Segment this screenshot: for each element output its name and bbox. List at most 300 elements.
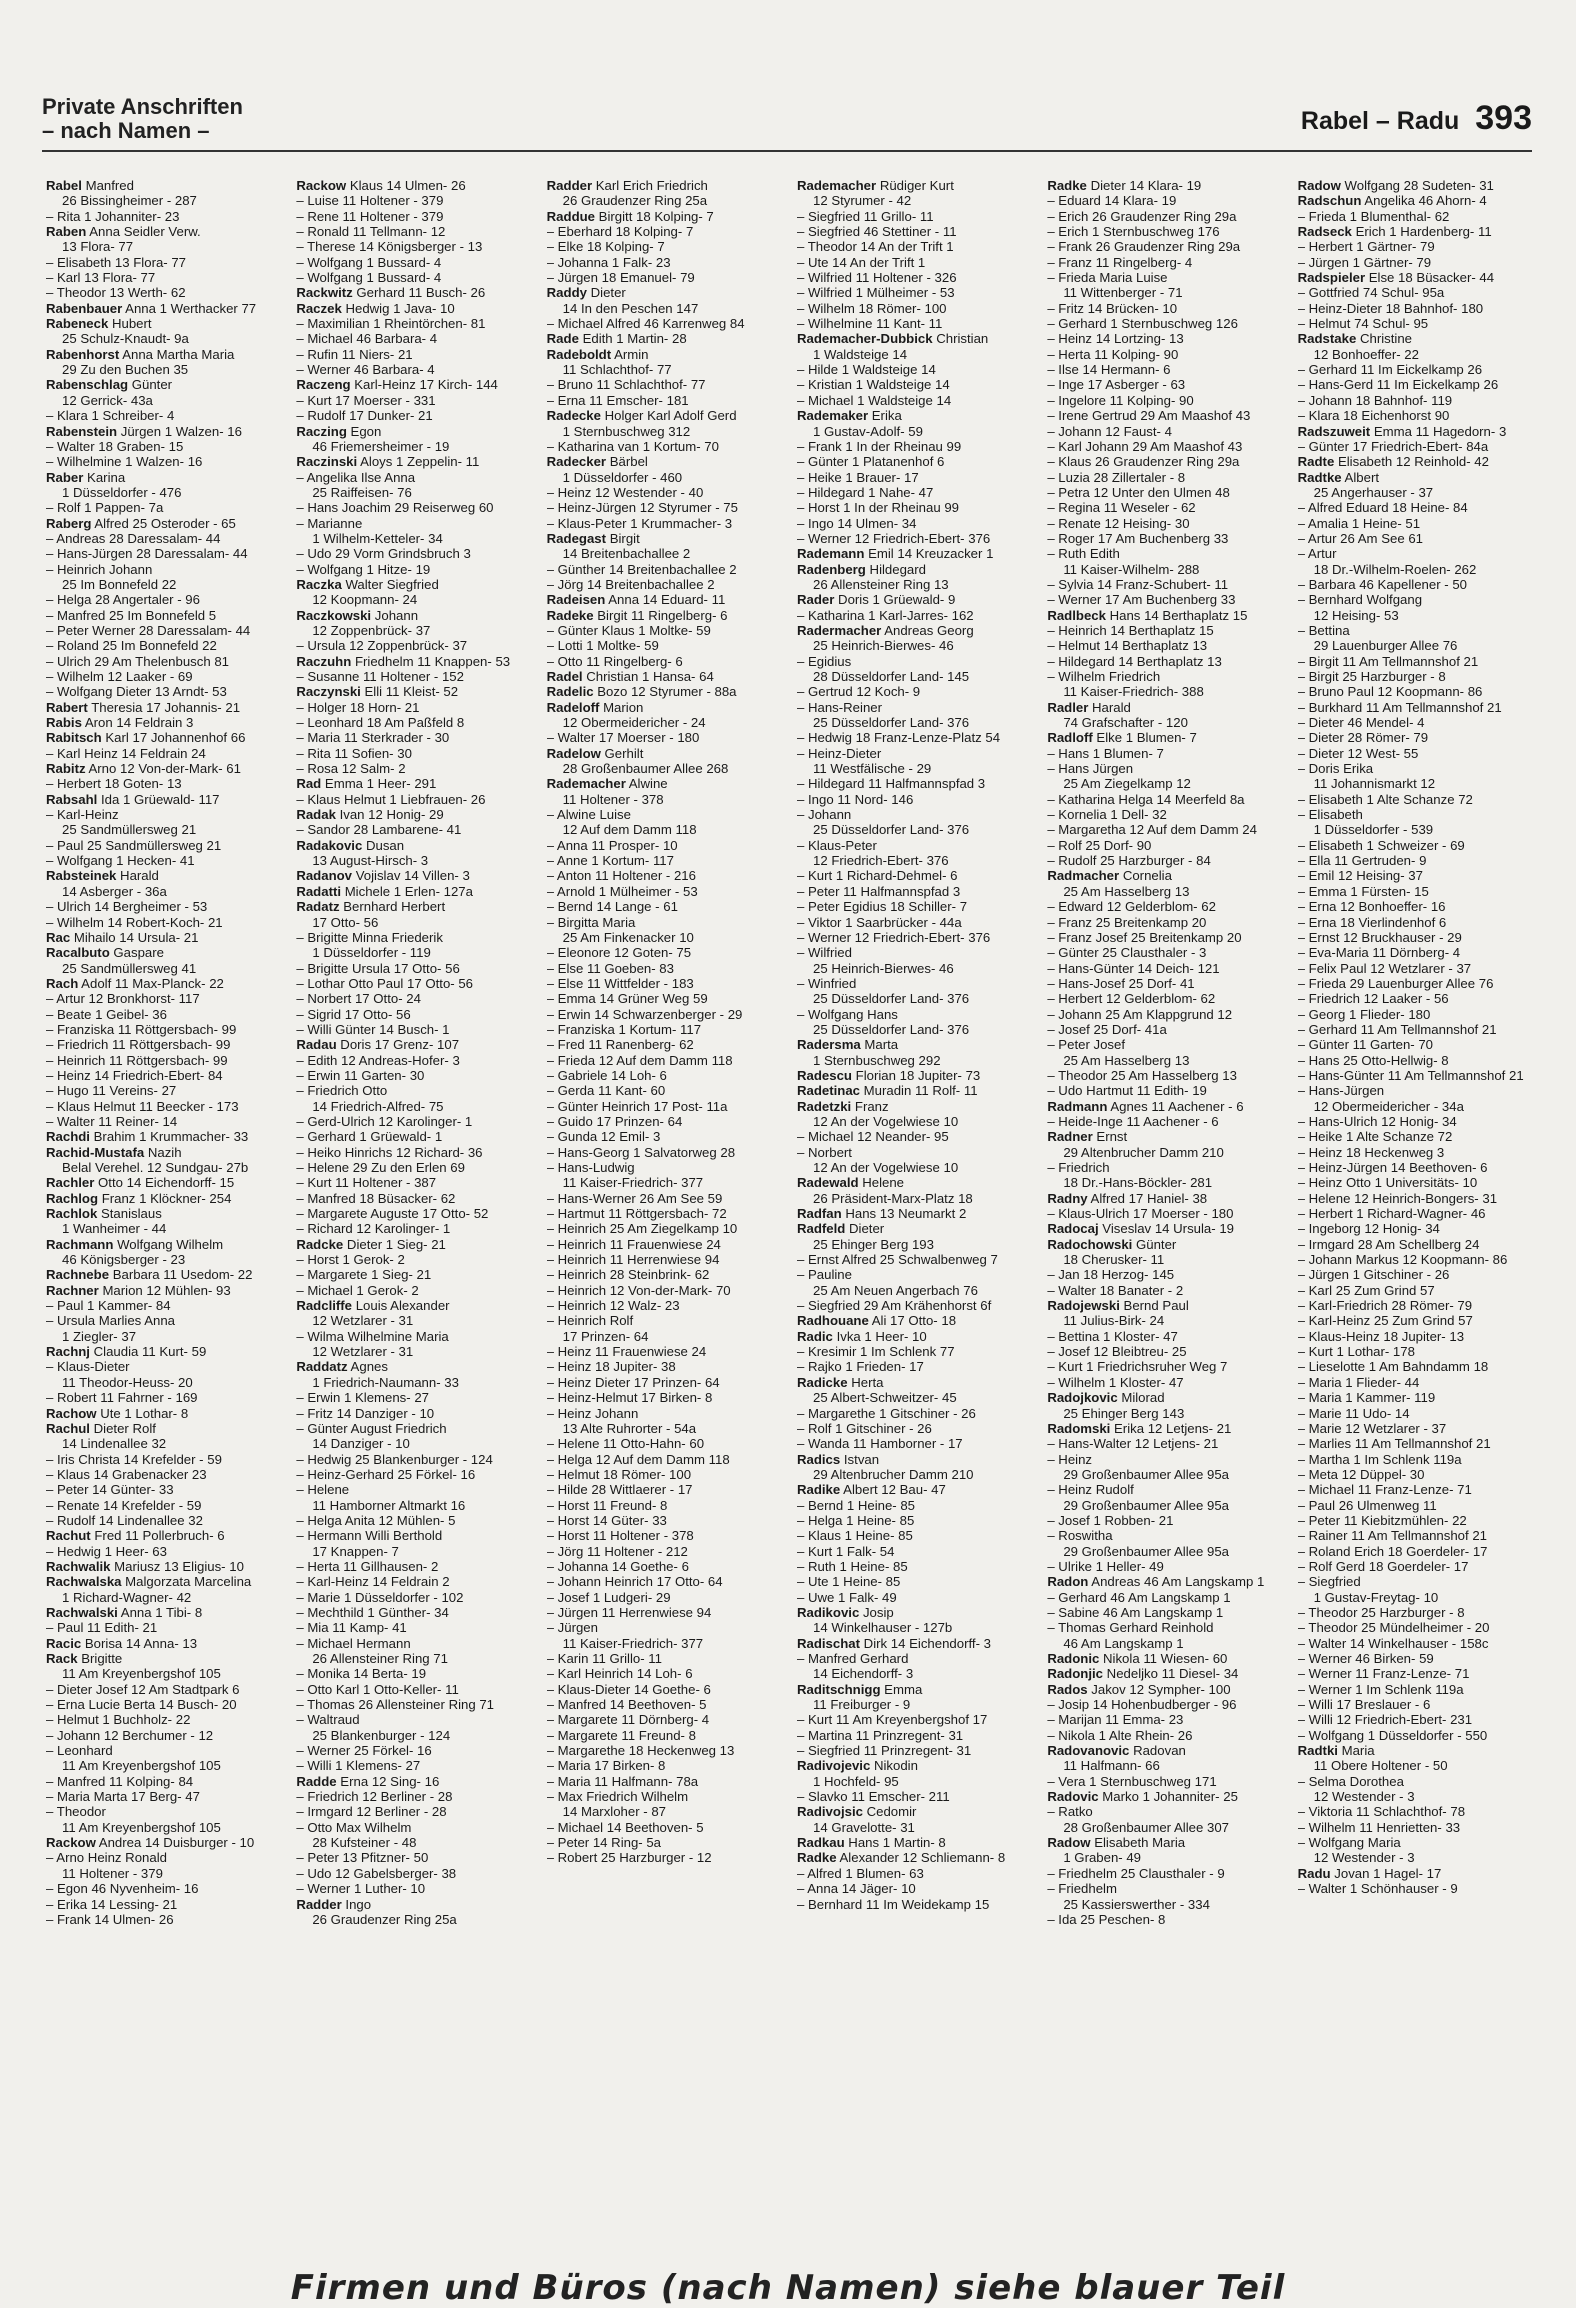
surname: Radny — [1047, 1190, 1088, 1206]
directory-columns — [46, 178, 1536, 2238]
directory-entry: – Rudolf 25 Harzburger - 84 — [1047, 853, 1211, 869]
directory-entry: – Herta 11 Gillhausen- 2 — [296, 1558, 439, 1574]
directory-entry: – Ulrich 14 Bergheimer - 53 — [46, 899, 208, 915]
directory-entry: – Margarethe 1 Gitschiner - 26 — [796, 1405, 976, 1421]
directory-entry-surname: Rachdi Brahim 1 Krummacher- 33 — [46, 1129, 249, 1145]
directory-entry-continuation: 29 Altenbrucher Damm 210 — [1063, 1144, 1224, 1160]
directory-entry: – Barbara 46 Kapellener - 50 — [1297, 576, 1467, 592]
directory-entry: – Irene Gertrud 29 Am Maashof 43 — [1047, 408, 1251, 424]
surname: Radegast — [546, 530, 607, 546]
surname: Radspieler — [1297, 270, 1366, 286]
directory-entry: – Klaus-Heinz 18 Jupiter- 13 — [1297, 1328, 1465, 1344]
directory-entry: – Heinz Johann — [546, 1405, 639, 1421]
directory-entry: – Wilma Wilhelmine Maria — [296, 1328, 449, 1344]
directory-entry-surname: Radeboldt Armin — [546, 346, 649, 362]
surname: Rachid-Mustafa — [46, 1144, 145, 1160]
directory-entry: – Josip 14 Hohenbudberger - 96 — [1047, 1697, 1237, 1713]
directory-entry: – Thomas Gerhard Reinhold — [1047, 1620, 1214, 1636]
directory-entry: – Heinz 11 Frauenwiese 24 — [546, 1344, 707, 1360]
directory-entry: – Renate 12 Heising- 30 — [1047, 515, 1190, 531]
directory-entry-surname: Rachut Fred 11 Pollerbruch- 6 — [46, 1528, 225, 1544]
directory-entry: – Emma 1 Fürsten- 15 — [1297, 883, 1429, 899]
directory-entry: – Horst 1 Gerok- 2 — [296, 1252, 405, 1268]
directory-entry: – Rainer 11 Am Tellmannshof 21 — [1297, 1528, 1488, 1544]
directory-entry-continuation: 26 Graudenzer Ring 25a — [562, 193, 708, 209]
surname: Radojewski — [1047, 1298, 1120, 1314]
directory-entry-continuation: 1 Hochfeld- 95 — [812, 1773, 899, 1789]
directory-entry: – Heinz-Dieter — [796, 745, 882, 761]
directory-entry: – Heinz-Jürgen 12 Styrumer - 75 — [546, 500, 738, 516]
directory-entry: – Helga 28 Angertaler - 96 — [46, 592, 200, 608]
directory-entry: – Edward 12 Gelderblom- 62 — [1047, 899, 1216, 915]
directory-entry-surname: Radtke Albert — [1297, 469, 1380, 485]
directory-entry: – Leonhard 18 Am Paßfeld 8 — [296, 715, 465, 731]
surname: Radstake — [1297, 331, 1357, 347]
directory-entry: – Gerhard 11 Am Tellmannshof 21 — [1297, 1021, 1497, 1037]
directory-entry: – Martha 1 Im Schlenk 119a — [1297, 1451, 1462, 1467]
directory-entry-surname: Radak Ivan 12 Honig- 29 — [296, 807, 444, 823]
directory-entry: – Anna 14 Jäger- 10 — [796, 1881, 916, 1897]
directory-entry: – Maria 11 Halfmann- 78a — [546, 1773, 699, 1789]
directory-entry: – Ronald 11 Tellmann- 12 — [296, 224, 446, 240]
directory-entry: – Anton 11 Holtener - 216 — [546, 868, 696, 884]
directory-entry: – Frank 14 Ulmen- 26 — [46, 1911, 174, 1927]
directory-entry: – Jürgen 1 Gärtner- 79 — [1297, 254, 1432, 270]
directory-entry: – Heinz 14 Friedrich-Ebert- 84 — [46, 1067, 223, 1083]
directory-entry-continuation: 1 Düsseldorfer - 476 — [62, 484, 182, 500]
directory-entry-continuation: 46 Am Langskamp 1 — [1063, 1635, 1184, 1651]
section-title-line2: – nach Namen – — [42, 118, 210, 143]
directory-entry-continuation: 13 Flora- 77 — [62, 239, 134, 255]
directory-entry-continuation: 1 Sternbuschweg 312 — [562, 423, 691, 439]
directory-entry: – Günter Klaus 1 Moltke- 59 — [546, 622, 711, 638]
directory-entry: – Klaus 14 Grabenacker 23 — [46, 1466, 207, 1482]
directory-entry: – Helene 29 Zu den Erlen 69 — [296, 1160, 465, 1175]
directory-entry: – Wolfgang Maria — [1297, 1835, 1401, 1851]
directory-entry-surname: Rabeneck Hubert — [46, 316, 152, 332]
directory-entry: – Erich 26 Graudenzer Ring 29a — [1047, 208, 1237, 224]
directory-entry: – Maria 17 Birken- 8 — [546, 1758, 666, 1774]
directory-entry-continuation: 46 Königsberger - 23 — [62, 1252, 186, 1268]
directory-entry: – Johann 18 Bahnhof- 119 — [1297, 392, 1453, 408]
directory-entry-continuation: 25 Albert-Schweitzer- 45 — [812, 1390, 957, 1406]
directory-entry: – Wilhelm 1 Kloster- 47 — [1047, 1374, 1184, 1390]
directory-entry-surname: Radonic Nikola 11 Wiesen- 60 — [1047, 1651, 1228, 1666]
directory-entry: – Eva-Maria 11 Dörnberg- 4 — [1297, 945, 1461, 961]
directory-entry: – Roswitha — [1047, 1528, 1113, 1544]
directory-entry: – Heiko Hinrichs 12 Richard- 36 — [296, 1144, 483, 1160]
directory-entry: – Michael 14 Beethoven- 5 — [546, 1819, 704, 1835]
directory-entry-continuation: 25 Schulz-Knaudt- 9a — [62, 331, 189, 347]
directory-entry-continuation: 12 Gerrick- 43a — [62, 392, 153, 408]
directory-entry-continuation: 1 Ziegler- 37 — [62, 1328, 137, 1344]
section-title — [42, 95, 243, 143]
directory-entry-surname: Rachnj Claudia 11 Kurt- 59 — [46, 1344, 207, 1360]
directory-entry: – Maria 11 Sterkrader - 30 — [296, 730, 450, 746]
directory-entry-surname: Radakovic Dusan — [296, 837, 405, 853]
surname: Radke — [1047, 178, 1087, 193]
directory-entry: – Heike 1 Alte Schanze 72 — [1297, 1129, 1453, 1145]
directory-entry: – Erwin 14 Schwarzenberger - 29 — [546, 1006, 743, 1022]
directory-entry: – Gerhard 11 Im Eickelkamp 26 — [1297, 362, 1483, 378]
surname: Rachwalska — [46, 1574, 122, 1590]
directory-entry: – Maria Marta 17 Berg- 47 — [46, 1789, 200, 1805]
directory-entry: – Josef 12 Bleibtreu- 25 — [1047, 1344, 1187, 1360]
directory-entry-surname: Rabitsch Karl 17 Johannenhof 66 — [46, 730, 246, 746]
surname: Radeboldt — [546, 346, 612, 362]
directory-entry-surname: Radon Andreas 46 Am Langskamp 1 — [1047, 1574, 1265, 1590]
directory-entry: – Frieda 12 Auf dem Damm 118 — [546, 1052, 733, 1068]
directory-entry: – Peter 14 Ring- 5a — [546, 1835, 662, 1851]
directory-entry: – Artur 26 Am See 61 — [1297, 530, 1423, 546]
directory-entry: – Werner 25 Förkel- 16 — [296, 1743, 432, 1759]
directory-entry-surname: Racic Borisa 14 Anna- 13 — [46, 1635, 198, 1651]
directory-entry: – Walter 18 Banater - 2 — [1047, 1282, 1184, 1298]
directory-entry-surname: Radow Wolfgang 28 Sudeten- 31 — [1297, 178, 1494, 193]
directory-entry-surname: Radewald Helene — [796, 1175, 905, 1191]
directory-entry-surname: Radischat Dirk 14 Eichendorff- 3 — [796, 1635, 991, 1651]
directory-entry-surname: Rabitz Arno 12 Von-der-Mark- 61 — [46, 761, 241, 777]
directory-entry-continuation: 18 Dr.-Wilhelm-Roelen- 262 — [1313, 561, 1477, 577]
directory-entry-surname: Radetinac Muradin 11 Rolf- 11 — [796, 1083, 978, 1099]
directory-entry: – Lotti 1 Moltke- 59 — [546, 638, 659, 654]
surname: Raberg — [46, 515, 92, 531]
surname: Radner — [1047, 1129, 1093, 1145]
directory-entry: – Helene 11 Otto-Hahn- 60 — [546, 1436, 705, 1452]
directory-entry: – Birgitta Maria — [546, 914, 636, 930]
directory-entry-continuation: 13 August-Hirsch- 3 — [312, 853, 429, 869]
surname: Radkau — [796, 1835, 845, 1851]
directory-entry-continuation: 29 Lauenburger Allee 76 — [1313, 638, 1458, 654]
directory-entry: – Wolfgang Dieter 13 Arndt- 53 — [46, 684, 227, 700]
section-title-line1: Private Anschriften — [42, 94, 243, 119]
directory-entry: – Karl 25 Zum Grind 57 — [1297, 1282, 1435, 1298]
directory-entry-continuation: 29 Großenbaumer Allee 95a — [1063, 1466, 1229, 1482]
surname: Rademacher — [546, 776, 626, 792]
directory-entry: – Ilse 14 Hermann- 6 — [1047, 362, 1171, 378]
directory-entry: – Franziska 1 Kortum- 117 — [546, 1021, 702, 1037]
directory-column-4 — [797, 178, 1035, 2238]
directory-entry-surname: Rados Jakov 12 Sympher- 100 — [1047, 1681, 1231, 1697]
directory-entry: – Kurt 11 Am Kreyenbergshof 17 — [796, 1712, 988, 1728]
directory-entry-continuation: 17 Prinzen- 64 — [562, 1328, 649, 1344]
surname: Racalbuto — [46, 945, 110, 961]
directory-entry-continuation: 28 Kufsteiner - 48 — [312, 1835, 417, 1851]
directory-entry: – Hartmut 11 Röttgersbach- 72 — [546, 1206, 727, 1222]
directory-entry-surname: Radivojevic Nikodin — [796, 1758, 918, 1774]
directory-entry-surname: Rackow Klaus 14 Ulmen- 26 — [296, 178, 466, 193]
surname: Radischat — [796, 1635, 861, 1651]
directory-entry-continuation: 25 Kassierswerther - 334 — [1063, 1896, 1210, 1912]
surname: Radescu — [796, 1067, 852, 1083]
directory-entry: – Fritz 14 Brücken- 10 — [1047, 300, 1178, 316]
directory-entry-surname: Radivojsic Cedomir — [796, 1804, 917, 1820]
directory-entry: – Wolfgang 1 Düsseldorfer - 550 — [1297, 1727, 1488, 1743]
surname: Rabert — [46, 699, 88, 715]
directory-entry: – Peter Josef — [1047, 1037, 1126, 1053]
directory-entry-surname: Radikovic Josip — [796, 1604, 894, 1620]
directory-entry-continuation: 14 Winkelhauser - 127b — [812, 1620, 953, 1636]
surname: Raber — [46, 469, 84, 485]
directory-entry-surname: Radomski Erika 12 Letjens- 21 — [1047, 1420, 1232, 1436]
directory-entry: – Mia 11 Kamp- 41 — [296, 1620, 407, 1636]
directory-entry-surname: Rachlog Franz 1 Klöckner- 254 — [46, 1190, 232, 1206]
directory-entry: – Heinz Otto 1 Universitäts- 10 — [1297, 1175, 1478, 1191]
directory-entry: – Bernd 1 Heine- 85 — [796, 1497, 916, 1513]
directory-entry: – Alfred Eduard 18 Heine- 84 — [1297, 500, 1468, 516]
directory-entry: – Heinz-Helmut 17 Birken- 8 — [546, 1390, 713, 1406]
directory-entry-surname: Rabis Aron 14 Feldrain 3 — [46, 715, 194, 731]
directory-entry-surname: Radojewski Bernd Paul — [1047, 1298, 1189, 1314]
directory-entry: – Irmgard 12 Berliner - 28 — [296, 1804, 447, 1820]
directory-entry: – Andreas 28 Daressalam- 44 — [46, 530, 221, 546]
directory-entry: – Margarethe 18 Heckenweg 13 — [546, 1743, 735, 1759]
surname: Radersma — [796, 1037, 861, 1053]
surname: Raddy — [546, 285, 587, 301]
directory-entry: – Norbert 17 Otto- 24 — [296, 991, 421, 1007]
directory-entry-surname: Radfan Hans 13 Neumarkt 2 — [796, 1206, 967, 1222]
directory-entry-surname: Rade Edith 1 Martin- 28 — [546, 331, 687, 347]
directory-entry: – Karl Heinrich 14 Loh- 6 — [546, 1666, 693, 1682]
directory-entry-continuation: 28 Düsseldorfer Land- 145 — [812, 669, 970, 684]
directory-entry-surname: Radmacher Cornelia — [1047, 868, 1172, 884]
surname: Radow — [1047, 1835, 1091, 1851]
directory-entry: – Hugo 11 Vereins- 27 — [46, 1083, 177, 1099]
directory-entry: – Heike 1 Brauer- 17 — [796, 469, 919, 485]
directory-entry-surname: Raczinski Aloys 1 Zeppelin- 11 — [296, 454, 480, 470]
directory-entry: – Jan 18 Herzog- 145 — [1047, 1267, 1175, 1283]
surname: Rack — [46, 1651, 78, 1666]
surname: Radecke — [546, 408, 601, 424]
directory-entry: – Artur 12 Bronkhorst- 117 — [46, 991, 200, 1007]
directory-entry: – Erwin 11 Garten- 30 — [296, 1067, 425, 1083]
directory-entry: – Heinz-Jürgen 14 Beethoven- 6 — [1297, 1160, 1488, 1175]
surname: Rach — [46, 975, 79, 991]
directory-entry-surname: Radescu Florian 18 Jupiter- 73 — [796, 1067, 981, 1083]
directory-entry: – Hans-Ulrich 12 Honig- 34 — [1297, 1113, 1457, 1129]
surname: Radecker — [546, 454, 607, 470]
directory-entry-continuation: 1 Sternbuschweg 292 — [812, 1052, 941, 1068]
directory-entry: – Franziska 11 Röttgersbach- 99 — [46, 1021, 237, 1037]
surname: Rachut — [46, 1528, 91, 1544]
directory-entry: – Wanda 11 Hamborner - 17 — [796, 1436, 963, 1452]
directory-entry: – Hans 25 Otto-Hellwig- 8 — [1297, 1052, 1449, 1068]
surname: Radde — [296, 1773, 337, 1789]
directory-entry: – Frieda Maria Luise — [1047, 270, 1168, 286]
surname: Radelic — [546, 684, 594, 700]
surname: Rabenstein — [46, 423, 118, 439]
directory-entry: – Helga Anita 12 Mühlen- 5 — [296, 1512, 456, 1528]
directory-entry: – Ruth 1 Heine- 85 — [796, 1558, 908, 1574]
surname: Rabenhorst — [46, 346, 120, 362]
directory-entry-continuation: 28 Großenbaumer Allee 307 — [1063, 1819, 1229, 1835]
directory-entry-continuation: 11 Freiburger - 9 — [812, 1697, 911, 1713]
directory-entry-continuation: 12 Wetzlarer - 31 — [312, 1344, 414, 1360]
directory-entry: – Ida 25 Peschen- 8 — [1047, 1911, 1166, 1927]
directory-entry-continuation: 17 Otto- 56 — [312, 914, 379, 930]
directory-entry: – Heinz — [1047, 1451, 1093, 1467]
directory-entry: – Rolf 1 Gitschiner - 26 — [796, 1420, 932, 1436]
directory-entry: – Roland Erich 18 Goerdeler- 17 — [1297, 1543, 1488, 1559]
directory-entry-surname: Raczka Walter Siegfried — [296, 576, 439, 592]
surname: Rachner — [46, 1282, 99, 1298]
directory-entry: – Katharina 1 Karl-Jarres- 162 — [796, 607, 974, 623]
directory-entry-continuation: 25 Düsseldorfer Land- 376 — [812, 991, 970, 1007]
directory-entry: – Erna 18 Vierlindenhof 6 — [1297, 914, 1447, 930]
directory-entry-surname: Rachler Otto 14 Eichendorff- 15 — [46, 1175, 235, 1191]
directory-entry: – Hans-Ludwig — [546, 1160, 635, 1175]
directory-entry-surname: Radke Dieter 14 Klara- 19 — [1047, 178, 1202, 193]
directory-entry: – Manfred 14 Beethoven- 5 — [546, 1697, 707, 1713]
surname: Radivojsic — [796, 1804, 863, 1820]
directory-entry: – Udo Hartmut 11 Edith- 19 — [1047, 1083, 1207, 1099]
directory-entry: – Gerda 11 Kant- 60 — [546, 1083, 666, 1099]
directory-entry-continuation: Belal Verehel. 12 Sundgau- 27b — [62, 1160, 249, 1175]
directory-entry-surname: Raczkowski Johann — [296, 607, 419, 623]
surname: Radfan — [796, 1206, 842, 1222]
directory-entry: – Peter Egidius 18 Schiller- 7 — [796, 899, 968, 915]
directory-entry-continuation: 26 Bissingheimer - 287 — [62, 193, 197, 209]
directory-entry: – Heinz 18 Heckenweg 3 — [1297, 1144, 1445, 1160]
directory-entry: – Ursula Marlies Anna — [46, 1313, 176, 1329]
directory-entry: – Vera 1 Sternbuschweg 171 — [1047, 1773, 1217, 1789]
directory-entry-surname: Rabel Manfred — [46, 178, 134, 193]
directory-entry: – Gerhard 1 Grüewald- 1 — [296, 1129, 443, 1145]
surname: Radakovic — [296, 837, 363, 853]
directory-entry: – Karl-Heinz 25 Zum Grind 57 — [1297, 1313, 1473, 1329]
directory-entry-continuation: 46 Friemersheimer - 19 — [312, 438, 450, 454]
directory-entry-continuation: 11 Westfälische - 29 — [812, 761, 932, 777]
directory-entry: – Walter 11 Reiner- 14 — [46, 1113, 178, 1129]
directory-entry-continuation: 12 Obermeidericher - 24 — [562, 715, 706, 731]
directory-entry-continuation: 25 Sandmüllersweg 21 — [62, 822, 197, 838]
directory-entry-continuation: 12 Westender - 3 — [1313, 1789, 1415, 1805]
directory-entry: – Ernst 12 Bruckhauser - 29 — [1297, 929, 1462, 945]
directory-entry: – Günter Heinrich 17 Post- 11a — [546, 1098, 728, 1114]
directory-entry: – Rita 11 Sofien- 30 — [296, 745, 412, 761]
directory-entry: – Heinrich 14 Berthaplatz 15 — [1047, 622, 1214, 638]
directory-entry: – Johann 12 Faust- 4 — [1047, 423, 1172, 439]
directory-entry-continuation: 11 Schlachthof- 77 — [562, 362, 672, 378]
directory-entry: – Günther 14 Breitenbachallee 2 — [546, 561, 737, 577]
directory-entry-surname: Rademacher Rüdiger Kurt — [796, 178, 954, 193]
directory-entry-continuation: 29 Großenbaumer Allee 95a — [1063, 1543, 1229, 1559]
directory-entry: – Günter 1 Platanenhof 6 — [796, 454, 945, 470]
directory-entry: – Günter 11 Garten- 70 — [1297, 1037, 1434, 1053]
directory-entry: – Emma 14 Grüner Weg 59 — [546, 991, 708, 1007]
surname: Rabitsch — [46, 730, 102, 746]
surname: Rac — [46, 929, 71, 945]
surname: Radeke — [546, 607, 594, 623]
directory-entry: – Hilde 28 Wittlaerer - 17 — [546, 1482, 693, 1498]
directory-entry: – Paul 26 Ulmenweg 11 — [1297, 1497, 1437, 1513]
directory-entry-surname: Radler Harald — [1047, 699, 1131, 715]
directory-entry: – Martina 11 Prinzregent- 31 — [796, 1727, 964, 1743]
directory-entry-surname: Radkau Hans 1 Martin- 8 — [796, 1835, 946, 1851]
directory-entry: – Hildegard 1 Nahe- 47 — [796, 484, 934, 500]
directory-entry: – Günter 25 Clausthaler - 3 — [1047, 945, 1207, 961]
directory-entry: – Horst 1 In der Rheinau 99 — [796, 500, 959, 516]
directory-entry-continuation: 11 Kaiser-Friedrich- 377 — [562, 1175, 704, 1191]
directory-entry: – Regina 11 Weseler - 62 — [1047, 500, 1196, 516]
directory-entry-continuation: 11 Am Kreyenbergshof 105 — [62, 1758, 221, 1774]
surname: Rabitz — [46, 761, 86, 777]
directory-entry: – Peter 11 Kiebitzmühlen- 22 — [1297, 1512, 1467, 1528]
directory-entry: – Selma Dorothea — [1297, 1773, 1404, 1789]
directory-entry-surname: Radetzki Franz — [796, 1098, 889, 1114]
directory-entry-continuation: 14 Eichendorff- 3 — [812, 1666, 914, 1682]
directory-entry: – Viktor 1 Saarbrücker - 44a — [796, 914, 962, 930]
directory-entry-surname: Raddue Birgitt 18 Kolping- 7 — [546, 208, 714, 224]
directory-entry: – Doris Erika — [1297, 761, 1374, 777]
directory-entry: – Felix Paul 12 Wetzlarer - 37 — [1297, 960, 1472, 976]
directory-entry-surname: Rachnebe Barbara 11 Usedom- 22 — [46, 1267, 253, 1283]
directory-entry: – Horst 11 Holtener - 378 — [546, 1528, 694, 1544]
directory-entry: – Viktoria 11 Schlachthof- 78 — [1297, 1804, 1466, 1820]
directory-entry-surname: Radszuweit Emma 11 Hagedorn- 3 — [1297, 423, 1507, 439]
directory-entry-continuation: 11 Kaiser-Friedrich- 377 — [562, 1635, 704, 1651]
directory-entry: – Hans-Jürgen 28 Daressalam- 44 — [46, 546, 248, 562]
directory-entry: – Werner 1 Luther- 10 — [296, 1881, 426, 1897]
directory-entry: – Wilfried 1 Mülheimer - 53 — [796, 285, 955, 301]
directory-entry: – Hans-Günter 14 Deich- 121 — [1047, 960, 1220, 976]
directory-entry-continuation: 11 Kaiser-Friedrich- 388 — [1063, 684, 1204, 700]
directory-entry-continuation: 12 Heising- 53 — [1313, 607, 1399, 623]
directory-entry-continuation: 18 Cherusker- 11 — [1063, 1252, 1165, 1268]
directory-entry-surname: Radstake Christine — [1297, 331, 1412, 347]
surname: Raczuhn — [296, 653, 352, 669]
directory-entry-continuation: 25 Düsseldorfer Land- 376 — [812, 1021, 970, 1037]
directory-entry-continuation: 18 Dr.-Hans-Böckler- 281 — [1063, 1175, 1213, 1191]
directory-entry: – Paul 1 Kammer- 84 — [46, 1298, 171, 1314]
directory-entry: – Wilhelm 18 Römer- 100 — [796, 300, 947, 316]
directory-entry: – Friedhelm 25 Clausthaler - 9 — [1047, 1865, 1225, 1881]
directory-entry-continuation: 14 In den Peschen 147 — [562, 300, 699, 316]
directory-entry: – Willi 1 Klemens- 27 — [296, 1758, 421, 1774]
directory-entry-continuation: 11 Hamborner Altmarkt 16 — [312, 1497, 466, 1513]
directory-entry: – Kornelia 1 Dell- 32 — [1047, 807, 1167, 823]
surname: Radtke — [1297, 469, 1342, 485]
directory-column-5 — [1047, 178, 1285, 2238]
directory-entry-continuation: 29 Großenbaumer Allee 95a — [1063, 1497, 1229, 1513]
surname: Radivojevic — [796, 1758, 871, 1774]
directory-entry: – Hildegard 11 Halfmannspfad 3 — [796, 776, 986, 792]
directory-entry: – Jörg 11 Holtener - 212 — [546, 1543, 688, 1559]
directory-entry: – Kurt 1 Falk- 54 — [796, 1543, 895, 1559]
directory-entry: – Sigrid 17 Otto- 56 — [296, 1006, 411, 1022]
directory-entry: – Friedrich 11 Röttgersbach- 99 — [46, 1037, 231, 1053]
surname: Rademacher — [796, 178, 877, 193]
directory-entry-continuation: 12 Koopmann- 24 — [312, 592, 418, 608]
surname: Rademacher-Dubbick — [796, 331, 933, 347]
surname: Rade — [546, 331, 579, 347]
directory-entry-surname: Radfeld Dieter — [796, 1221, 885, 1237]
surname: Rachwalik — [46, 1558, 111, 1574]
directory-entry: – Wilhelmine 1 Walzen- 16 — [46, 454, 203, 470]
directory-entry: – Rudolf 14 Lindenallee 32 — [46, 1512, 203, 1528]
directory-entry: – Ursula 12 Zoppenbrück- 37 — [296, 638, 468, 654]
directory-entry: – Luzia 28 Zillertaler - 8 — [1047, 469, 1186, 485]
directory-entry-surname: Rachner Marion 12 Mühlen- 93 — [46, 1282, 231, 1298]
surname: Rackwitz — [296, 285, 353, 301]
directory-entry: – Bernhard 11 Im Weidekamp 15 — [796, 1896, 990, 1912]
directory-entry: – Thomas 26 Allensteiner Ring 71 — [296, 1697, 495, 1713]
directory-entry: – Udo 29 Vorm Grindsbruch 3 — [296, 546, 471, 562]
directory-entry: – Karl Heinz 14 Feldrain 24 — [46, 745, 206, 761]
directory-entry: – Heinrich 28 Steinbrink- 62 — [546, 1267, 710, 1283]
directory-entry: – Willi Günter 14 Busch- 1 — [296, 1021, 450, 1037]
directory-entry-surname: Radloff Elke 1 Blumen- 7 — [1047, 730, 1197, 746]
